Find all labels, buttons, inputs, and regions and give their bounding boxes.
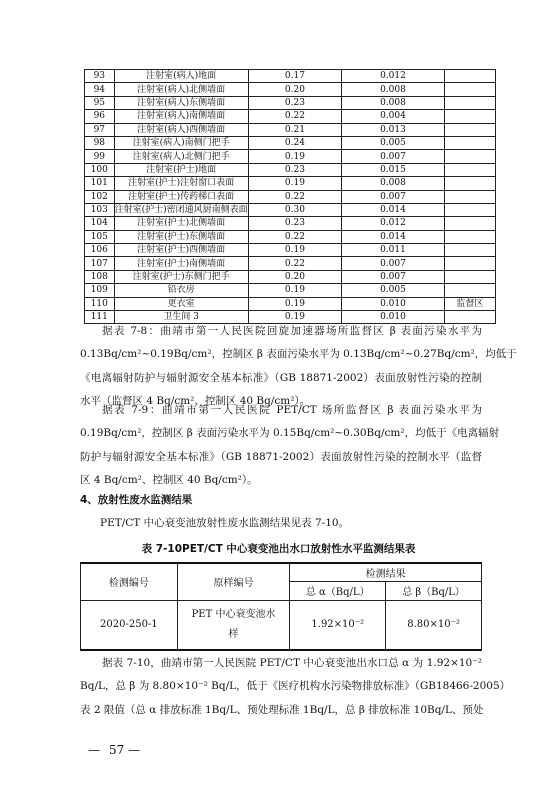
table-row [85, 203, 496, 216]
cell-location: 注射室(护士)地面 [114, 163, 248, 176]
cell-value-1: 0.23 [248, 96, 342, 109]
header-results: 检测结果 [290, 563, 482, 581]
cell-location: 注射室(病人)地面 [114, 70, 248, 83]
cell-value-2: 0.015 [342, 163, 445, 176]
cell-number: 108 [85, 270, 115, 283]
cell-value-1: 0.19 [248, 297, 342, 310]
cell-value-1: 0.20 [248, 270, 342, 283]
cell-number: 93 [85, 70, 115, 83]
cell-zone [444, 110, 495, 123]
cell-location: 注射室(护士)东侧墙面 [114, 230, 248, 243]
cell-number: 103 [85, 203, 115, 216]
cell-value-1: 0.22 [248, 230, 342, 243]
cell-zone [444, 230, 495, 243]
cell-zone [444, 270, 495, 283]
cell-number: 96 [85, 110, 115, 123]
paragraph-table-7-10-analysis [80, 652, 511, 722]
cell-value-2: 0.012 [342, 217, 445, 230]
cell-number: 104 [85, 217, 115, 230]
text-line: 0.13Bq/cm²~0.19Bq/cm²，控制区 β 表面污染水平为 0.13Bq/cm²~0.27Bq/cm²，均低于 [80, 348, 517, 361]
cell-number: 102 [85, 190, 115, 203]
cell-location: 卫生间 3 [114, 311, 248, 324]
cell-number: 95 [85, 96, 115, 109]
cell-number: 106 [85, 244, 115, 257]
table-row [85, 150, 496, 163]
table-row [85, 284, 496, 297]
text-line: 据表 7-9：曲靖市第一人民医院 PET/CT 场所监督区 β 表面污染水平为 [102, 404, 482, 416]
original-id-line: 样 [228, 628, 239, 640]
cell-value-2: 0.005 [342, 136, 445, 149]
cell-location: 注射室(护士)北侧墙面 [114, 217, 248, 230]
cell-number: 94 [85, 83, 115, 96]
table-row [85, 230, 496, 243]
table-row [85, 177, 496, 190]
cell-zone [444, 244, 495, 257]
text-line: 水平（监督区 4 Bq/cm²、控制区 40 Bq/cm²）。 [80, 395, 311, 408]
cell-location: 注射室(病人)东侧墙面 [114, 96, 248, 109]
cell-zone [444, 284, 495, 297]
cell-value-2: 0.010 [342, 311, 445, 324]
cell-zone [444, 136, 495, 149]
table-row [81, 600, 482, 650]
table-row [85, 110, 496, 123]
text-line: 据表 7-10，曲靖市第一人民医院 PET/CT 中心衰变池出水口总 α 为 1.92×10⁻² [102, 657, 482, 669]
cell-value-1: 0.19 [248, 177, 342, 190]
cell-location: 铅衣房 [114, 284, 248, 297]
cell-zone [444, 83, 495, 96]
footer-dash-left: — [88, 743, 100, 757]
text-line: 《电离辐射防护与辐射源安全基本标准》（GB 18871-2002）表面放射性污染的控制 [80, 371, 482, 384]
cell-value-1: 0.17 [248, 70, 342, 83]
table-row [85, 83, 496, 96]
cell-number: 98 [85, 136, 115, 149]
table-row [85, 190, 496, 203]
table-row [85, 136, 496, 149]
cell-value-1: 0.22 [248, 257, 342, 270]
wastewater-results-table [80, 562, 482, 651]
cell-gross-alpha: 1.92×10⁻² [290, 600, 386, 650]
cell-value-1: 0.21 [248, 123, 342, 136]
cell-location: 更衣室 [114, 297, 248, 310]
cell-number: 101 [85, 177, 115, 190]
surface-contamination-table [84, 69, 496, 324]
cell-value-2: 0.007 [342, 270, 445, 283]
cell-value-1: 0.23 [248, 217, 342, 230]
cell-original-id [177, 600, 290, 650]
text-line: 区 4 Bq/cm²、控制区 40 Bq/cm²）。 [80, 474, 258, 487]
cell-value-1: 0.22 [248, 190, 342, 203]
cell-value-1: 0.19 [248, 150, 342, 163]
text-line: 据表 7-8：曲靖市第一人民医院回旋加速器场所监督区 β 表面污染水平为 [102, 325, 482, 337]
cell-value-2: 0.014 [342, 230, 445, 243]
table-row [85, 217, 496, 230]
cell-zone [444, 203, 495, 216]
cell-value-2: 0.012 [342, 70, 445, 83]
text-line: Bq/L，总 β 为 8.80×10⁻² Bq/L，低于《医疗机构水污染物排放标准》（GB18466-2005） [80, 680, 511, 693]
cell-value-2: 0.007 [342, 257, 445, 270]
cell-zone [444, 163, 495, 176]
table-row [85, 297, 496, 310]
section-heading: 4、放射性废水监测结果 [80, 494, 193, 506]
cell-zone: 监督区 [444, 297, 495, 310]
cell-sample-id: 2020-250-1 [81, 600, 178, 650]
cell-value-1: 0.19 [248, 311, 342, 324]
cell-location: 注射室(病人)南侧墙面 [114, 110, 248, 123]
cell-value-1: 0.20 [248, 83, 342, 96]
cell-zone [444, 70, 495, 83]
cell-location: 注射室(护士)西侧墙面 [114, 244, 248, 257]
cell-value-2: 0.008 [342, 96, 445, 109]
cell-number: 107 [85, 257, 115, 270]
table-row [85, 70, 496, 83]
cell-value-1: 0.19 [248, 284, 342, 297]
text-line: 防护与辐射源安全基本标准》（GB 18871-2002）表面放射性污染的控制水平（监督 [80, 450, 482, 463]
cell-location: 注射室(病人)北侧门把手 [114, 150, 248, 163]
footer-dash-right: — [128, 743, 140, 757]
cell-zone [444, 217, 495, 230]
cell-value-2: 0.005 [342, 284, 445, 297]
cell-zone [444, 150, 495, 163]
header-gross-alpha: 总 α（Bq/L） [290, 581, 386, 600]
cell-value-2: 0.011 [342, 244, 445, 257]
intro-text: PET/CT 中心衰变池放射性废水监测结果见表 7-10。 [100, 517, 350, 529]
table-row [85, 270, 496, 283]
cell-value-1: 0.19 [248, 244, 342, 257]
table-row [85, 244, 496, 257]
cell-number: 100 [85, 163, 115, 176]
cell-location: 注射室(病人)西侧墙面 [114, 123, 248, 136]
header-sample-id: 检测编号 [81, 563, 178, 600]
table-header-row [81, 563, 482, 581]
cell-zone [444, 257, 495, 270]
cell-gross-beta: 8.80×10⁻² [386, 600, 482, 650]
cell-value-1: 0.30 [248, 203, 342, 216]
table-row [85, 96, 496, 109]
cell-number: 111 [85, 311, 115, 324]
table-title: 表 7-10PET/CT 中心衰变池出水口放射性水平监测结果表 [141, 543, 416, 555]
header-gross-beta: 总 β（Bq/L） [386, 581, 482, 600]
cell-value-2: 0.008 [342, 177, 445, 190]
page-number: 57 [109, 743, 125, 757]
original-id-line: PET 中心衰变池水 [191, 608, 276, 620]
cell-zone [444, 123, 495, 136]
cell-number: 110 [85, 297, 115, 310]
cell-location: 注射室(病人)北侧墙面 [114, 83, 248, 96]
cell-number: 97 [85, 123, 115, 136]
paragraph-table-7-9-analysis [80, 399, 500, 493]
text-line: 表 2 限值（总 α 排放标准 1Bq/L、预处理标准 1Bq/L，总 β 排放标准 10Bq/L、预处 [80, 703, 484, 716]
cell-value-1: 0.24 [248, 136, 342, 149]
cell-zone [444, 177, 495, 190]
cell-location: 注射室(护士)传药梯口表面 [114, 190, 248, 203]
cell-location: 注射室(护士)注射窗口表面 [114, 177, 248, 190]
cell-value-2: 0.007 [342, 150, 445, 163]
header-original-id: 原样编号 [177, 563, 290, 600]
table-row [85, 123, 496, 136]
cell-zone [444, 96, 495, 109]
cell-zone [444, 190, 495, 203]
cell-location: 注射室(护士)南侧墙面 [114, 257, 248, 270]
cell-value-1: 0.22 [248, 110, 342, 123]
cell-value-2: 0.014 [342, 203, 445, 216]
cell-location: 注射室(护士)密闭通风厨南侧表面 [114, 205, 248, 216]
table-row [85, 257, 496, 270]
table-row [85, 163, 496, 176]
cell-value-2: 0.007 [342, 190, 445, 203]
cell-value-2: 0.010 [342, 297, 445, 310]
cell-value-2: 0.013 [342, 123, 445, 136]
cell-location: 注射室(病人)南侧门把手 [114, 136, 248, 149]
cell-location: 注射室(护士)东侧门把手 [114, 270, 248, 283]
cell-value-2: 0.004 [342, 110, 445, 123]
cell-number: 105 [85, 230, 115, 243]
cell-number: 99 [85, 150, 115, 163]
text-line: 0.19Bq/cm²，控制区 β 表面污染水平为 0.15Bq/cm²~0.30Bq/cm²，均低于《电离辐射 [80, 427, 500, 440]
cell-number: 109 [85, 284, 115, 297]
cell-value-2: 0.008 [342, 83, 445, 96]
cell-value-1: 0.23 [248, 163, 342, 176]
